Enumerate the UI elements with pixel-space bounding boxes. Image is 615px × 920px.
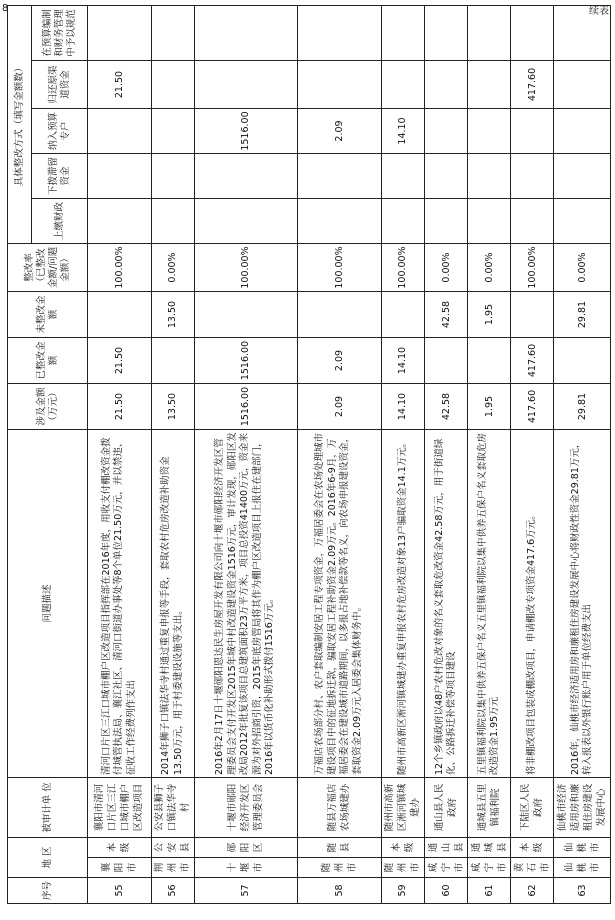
row-method-4 <box>511 6 554 61</box>
row-method-4 <box>151 6 194 61</box>
table-row <box>194 6 297 904</box>
row-city: 十堰市 <box>194 858 297 878</box>
row-problem: 12个乡镇政府以48户农村危改对象的名义套取危改资金42.58万元，用于街道绿化、公路拆迁补偿等项目建设 <box>424 430 467 778</box>
row-method-3: 417.60 <box>511 61 554 109</box>
table-row <box>151 6 194 904</box>
row-rate: 100.00% <box>88 244 152 292</box>
row-method-2 <box>468 109 511 154</box>
row-seq: 57 <box>194 878 297 904</box>
rotated-table-wrapper <box>7 6 611 904</box>
row-rate: 0.00% <box>468 244 511 292</box>
row-rate: 0.00% <box>151 244 194 292</box>
row-method-1 <box>511 154 554 199</box>
page-number: 8 <box>2 3 9 14</box>
row-method-4 <box>297 6 381 61</box>
row-county: 通山县 <box>424 838 467 858</box>
row-unit: 通城县五里镇福利院 <box>468 778 511 838</box>
row-rate: 100.00% <box>297 244 381 292</box>
row-method-3 <box>424 61 467 109</box>
row-method-0 <box>554 199 611 244</box>
row-unrectified <box>297 292 381 338</box>
row-unrectified: 29.81 <box>554 292 611 338</box>
row-method-4 <box>194 6 297 61</box>
row-rectified: 1516.00 <box>194 338 297 384</box>
header-method-return: 归还原渠道资金 <box>32 61 88 109</box>
table-row <box>381 6 424 904</box>
row-rate: 100.00% <box>194 244 297 292</box>
row-method-2: 1516.00 <box>194 109 297 154</box>
row-seq: 60 <box>424 878 467 904</box>
row-unrectified: 13.50 <box>151 292 194 338</box>
row-county: 通城县 <box>468 838 511 858</box>
row-method-2: 2.09 <box>297 109 381 154</box>
row-city: 襄阳市 <box>88 858 152 878</box>
row-seq: 61 <box>468 878 511 904</box>
header-method-remit: 上缴财政 <box>32 199 88 244</box>
row-method-0 <box>381 199 424 244</box>
row-method-2 <box>88 109 152 154</box>
table-row <box>554 6 611 904</box>
row-unit: 随州市高新区淅河镇城建办 <box>381 778 424 838</box>
row-method-3 <box>468 61 511 109</box>
row-seq: 55 <box>88 878 152 904</box>
header-method-standardize: 在预算编制和财务管理中予以规范 <box>32 6 88 61</box>
row-amount: 417.60 <box>511 384 554 430</box>
row-county: 本级 <box>88 838 152 858</box>
row-seq: 58 <box>297 878 381 904</box>
header-rate: 整改率（已整改金额/问题金额） <box>8 244 88 292</box>
row-county: 本级 <box>511 838 554 858</box>
row-unit: 随县万福店农场城建办 <box>297 778 381 838</box>
header-unit: 被审计单 位 <box>8 778 88 838</box>
row-method-4 <box>424 6 467 61</box>
row-rectified <box>468 338 511 384</box>
row-county: 公安县 <box>151 838 194 858</box>
row-county: 郧阳区 <box>194 838 297 858</box>
row-method-1 <box>297 154 381 199</box>
row-method-4 <box>88 6 152 61</box>
row-rectified <box>151 338 194 384</box>
row-unrectified <box>88 292 152 338</box>
header-method-allocate: 下拨滞留资金 <box>32 154 88 199</box>
header-methods: 具体整改方式（填写金额数） <box>8 6 32 244</box>
audit-table <box>7 5 611 904</box>
row-city: 咸宁市 <box>424 858 467 878</box>
row-unit: 公安县狮子口镇法华寺村 <box>151 778 194 838</box>
row-county: 本级 <box>381 838 424 858</box>
row-unrectified <box>381 292 424 338</box>
row-method-0 <box>297 199 381 244</box>
row-rectified: 14.10 <box>381 338 424 384</box>
row-amount: 13.50 <box>151 384 194 430</box>
row-rate: 0.00% <box>554 244 611 292</box>
row-amount: 29.81 <box>554 384 611 430</box>
row-method-1 <box>468 154 511 199</box>
row-amount: 42.58 <box>424 384 467 430</box>
header-method-budget: 纳入预算专户 <box>32 109 88 154</box>
table-row <box>424 6 467 904</box>
row-method-2: 14.10 <box>381 109 424 154</box>
row-rectified: 417.60 <box>511 338 554 384</box>
row-method-3 <box>554 61 611 109</box>
row-unit: 十堰市郧阳经济开发区管理委员会 <box>194 778 297 838</box>
row-city: 黄石市 <box>511 858 554 878</box>
row-seq: 63 <box>554 878 611 904</box>
row-method-1 <box>194 154 297 199</box>
row-rectified: 21.50 <box>88 338 152 384</box>
row-method-4 <box>468 6 511 61</box>
row-method-1 <box>151 154 194 199</box>
row-rectified: 2.09 <box>297 338 381 384</box>
row-rate: 0.00% <box>424 244 467 292</box>
row-seq: 62 <box>511 878 554 904</box>
header-seq: 序号 <box>8 878 88 904</box>
row-method-4 <box>381 6 424 61</box>
row-unrectified: 42.58 <box>424 292 467 338</box>
row-method-1 <box>554 154 611 199</box>
row-rate: 100.00% <box>381 244 424 292</box>
row-unrectified: 1.95 <box>468 292 511 338</box>
header-region: 地 区 <box>8 838 88 878</box>
row-city: 仙桃市 <box>554 858 611 878</box>
row-county: 仙桃市 <box>554 838 611 858</box>
row-city: 随州市 <box>381 858 424 878</box>
row-method-0 <box>194 199 297 244</box>
row-city: 随州市 <box>297 858 381 878</box>
row-problem: 随州市高新区淅河镇城建办重复申报农村危房改造对象13户骗取资金14.1万元。 <box>381 430 424 778</box>
row-unrectified <box>194 292 297 338</box>
row-method-0 <box>88 199 152 244</box>
row-method-0 <box>424 199 467 244</box>
row-unit: 仙桃市经济适用房和廉租住房建设发展中心 <box>554 778 611 838</box>
row-method-3: 21.50 <box>88 61 152 109</box>
row-method-0 <box>511 199 554 244</box>
table-row <box>88 6 152 904</box>
row-problem: 2016年，仙桃市经济适用房和廉租住房建设发展中心将财政性资金29.81万元，转入报表以外银行账户用于单位经费支出 <box>554 430 611 778</box>
row-unrectified <box>511 292 554 338</box>
row-seq: 56 <box>151 878 194 904</box>
row-amount: 21.50 <box>88 384 152 430</box>
row-method-1 <box>381 154 424 199</box>
row-rectified <box>554 338 611 384</box>
header-rectified: 已整改金 额 <box>8 338 88 384</box>
row-problem: 万福店农场部分村、农户套取编制安居工程专项资金，万福居委会在农场处理城市建设项目中的征地拆迁款，骗取安居工程补助资金2.09万元。2016年6-9月，万福居委会在建设城市道路期间，以多报占地补偿款等名义，向农场申报建设资金，套取资金2.09万元入居委会集体财务中。 <box>297 430 381 778</box>
row-city: 咸宁市 <box>468 858 511 878</box>
row-amount: 14.10 <box>381 384 424 430</box>
row-problem: 2016年2月17日十堰郧阳恩达民生房屋开发有限公司向十堰市郧阳经济开发区管理委员会支付开发区2015年城中村改造建设资金1516万元，审计发现，郧阳区发改局2012年批复该项目总建筑面积23万平方米，项目总投资41400万元，资金来源为对外招商引资，2015年底房管局将其作为棚户区改造项目上报住在建部门，2016年以货币化补助形式拨付1516万元。 <box>194 430 297 778</box>
row-problem: 清河口片区三江口城市棚户区改造项目指挥部在2016年度，用收支付棚改资金拨付城管执法局、襄江社区、清河口街道办事处等8个单位21.50万元，并以禁违、征收工作经费列作支出 <box>88 430 152 778</box>
row-amount: 1516.00 <box>194 384 297 430</box>
row-city: 荆州市 <box>151 858 194 878</box>
row-method-3 <box>194 61 297 109</box>
row-amount: 2.09 <box>297 384 381 430</box>
row-problem: 五里镇福利院以集中供养五保户名义五里镇福利院以集中供养五保户名义套取危房改造资金1.95万元 <box>468 430 511 778</box>
row-method-1 <box>424 154 467 199</box>
row-method-2 <box>554 109 611 154</box>
row-method-4 <box>554 6 611 61</box>
row-rate: 100.00% <box>511 244 554 292</box>
row-problem: 将非棚改项目包装成棚改项目，申请棚改专项资金417.6万元。 <box>511 430 554 778</box>
row-unit: 通山县人民政府 <box>424 778 467 838</box>
row-seq: 59 <box>381 878 424 904</box>
row-amount: 1.95 <box>468 384 511 430</box>
table-row <box>297 6 381 904</box>
header-problem: 问题描述 <box>8 430 88 778</box>
table-row <box>468 6 511 904</box>
row-method-2 <box>424 109 467 154</box>
row-problem: 2014年狮子口镇法华寺村通过重复申报等手段，套取农村危房改造补助资金13.50万元，用于村委建设设施等支出。 <box>151 430 194 778</box>
header-amount: 涉及金额（万元） <box>8 384 88 430</box>
row-method-2 <box>511 109 554 154</box>
table-row <box>511 6 554 904</box>
row-method-1 <box>88 154 152 199</box>
row-method-3 <box>381 61 424 109</box>
continued-label: 续表 <box>589 6 609 17</box>
row-county: 随县 <box>297 838 381 858</box>
header-unrectified: 未整改金 额 <box>8 292 88 338</box>
row-method-3 <box>297 61 381 109</box>
row-method-3 <box>151 61 194 109</box>
row-method-0 <box>151 199 194 244</box>
row-unit: 下陆区人民政府 <box>511 778 554 838</box>
row-method-0 <box>468 199 511 244</box>
row-unit: 襄阳市清河口片区三江口城市棚户区改造项目 <box>88 778 152 838</box>
row-method-2 <box>151 109 194 154</box>
row-rectified <box>424 338 467 384</box>
